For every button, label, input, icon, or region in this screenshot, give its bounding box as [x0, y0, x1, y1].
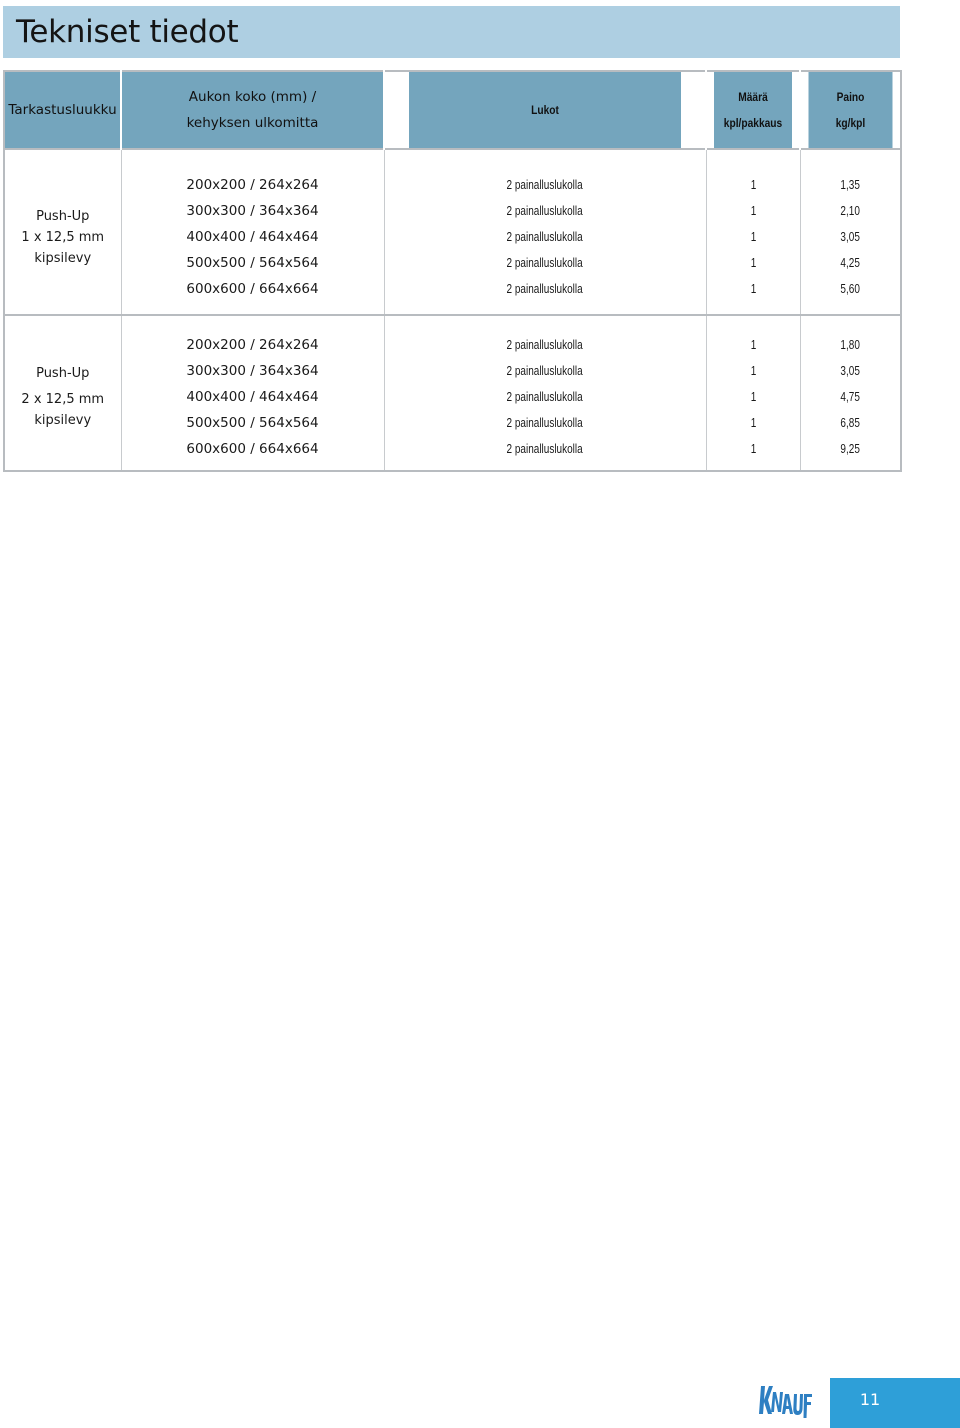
category-cell	[4, 149, 121, 315]
qty-value: 1	[750, 230, 756, 244]
category-thickness: 2 x 12,5 mm	[21, 392, 105, 407]
header-line: kg/kpl	[835, 116, 866, 130]
lock-value: 2 painalluslukolla	[506, 390, 584, 404]
lock-value: 2 painalluslukolla	[506, 204, 584, 218]
header-tarkastusluukku	[4, 71, 121, 149]
weight-value: 4,25	[840, 256, 860, 270]
category-thickness: 1 x 12,5 mm	[21, 229, 105, 245]
size-value: 400x400 / 464x464	[186, 229, 319, 245]
title-bar	[3, 6, 900, 58]
sizes-cell	[121, 315, 384, 471]
header-line: kehyksen ulkomitta	[186, 115, 319, 131]
size-value: 600x600 / 664x664	[186, 281, 319, 297]
qty-value: 1	[750, 282, 756, 296]
sizes-cell	[121, 149, 384, 315]
header-line: Aukon koko (mm) /	[188, 89, 317, 105]
header-line: Määrä	[738, 90, 768, 104]
weight-value: 6,85	[840, 416, 860, 430]
knauf-logo-icon	[758, 1382, 814, 1420]
table-row	[4, 315, 901, 471]
size-value: 600x600 / 664x664	[186, 441, 319, 457]
weight-value: 9,25	[840, 442, 860, 456]
lock-value: 2 painalluslukolla	[506, 442, 584, 456]
weight-cell	[800, 315, 901, 471]
spec-table	[3, 70, 902, 472]
qty-value: 1	[750, 390, 756, 404]
table-row	[4, 149, 901, 315]
lock-value: 2 painalluslukolla	[506, 282, 584, 296]
category-material: kipsilevy	[34, 413, 92, 428]
table-group-1	[4, 149, 901, 315]
qty-cell	[706, 315, 800, 471]
table-group-2	[4, 315, 901, 471]
category-name: Push-Up	[36, 366, 90, 381]
locks-cell	[384, 315, 706, 471]
header-lukot	[408, 71, 682, 149]
weight-value: 4,75	[840, 390, 860, 404]
category-name: Push-Up	[36, 208, 90, 224]
size-value: 200x200 / 264x264	[186, 177, 319, 193]
category-cell	[4, 315, 121, 471]
qty-value: 1	[750, 416, 756, 430]
size-value: 500x500 / 564x564	[186, 255, 319, 271]
lock-value: 2 painalluslukolla	[506, 416, 584, 430]
qty-value: 1	[750, 256, 756, 270]
size-value: 300x300 / 364x364	[186, 363, 319, 379]
category-material: kipsilevy	[34, 250, 92, 266]
lock-value: 2 painalluslukolla	[506, 230, 584, 244]
qty-value: 1	[750, 178, 756, 192]
header-line: Tarkastusluukku	[8, 102, 117, 118]
header-aukon-koko	[121, 71, 384, 149]
header-maara	[713, 71, 793, 149]
size-value: 200x200 / 264x264	[186, 337, 319, 353]
weight-value: 1,80	[840, 338, 860, 352]
weight-value: 3,05	[840, 230, 860, 244]
lock-value: 2 painalluslukolla	[506, 178, 584, 192]
qty-cell	[706, 149, 800, 315]
qty-value: 1	[750, 338, 756, 352]
qty-value: 1	[750, 442, 756, 456]
header-paino	[808, 71, 894, 149]
weight-value: 5,60	[840, 282, 860, 296]
weight-value: 1,35	[840, 178, 860, 192]
locks-cell	[384, 149, 706, 315]
qty-value: 1	[750, 364, 756, 378]
header-line: kpl/pakkaus	[723, 116, 783, 130]
lock-value: 2 painalluslukolla	[506, 338, 584, 352]
header-line: Paino	[836, 90, 865, 104]
qty-value: 1	[750, 204, 756, 218]
lock-value: 2 painalluslukolla	[506, 364, 584, 378]
page-title: Tekniset tiedot	[16, 14, 239, 50]
weight-value: 3,05	[840, 364, 860, 378]
size-value: 400x400 / 464x464	[186, 389, 319, 405]
size-value: 300x300 / 364x364	[186, 203, 319, 219]
page-number: 11	[859, 1389, 881, 1409]
weight-cell	[800, 149, 901, 315]
header-line: Lukot	[531, 103, 559, 117]
weight-value: 2,10	[840, 204, 860, 218]
size-value: 500x500 / 564x564	[186, 415, 319, 431]
table-header	[4, 71, 901, 149]
lock-value: 2 painalluslukolla	[506, 256, 584, 270]
